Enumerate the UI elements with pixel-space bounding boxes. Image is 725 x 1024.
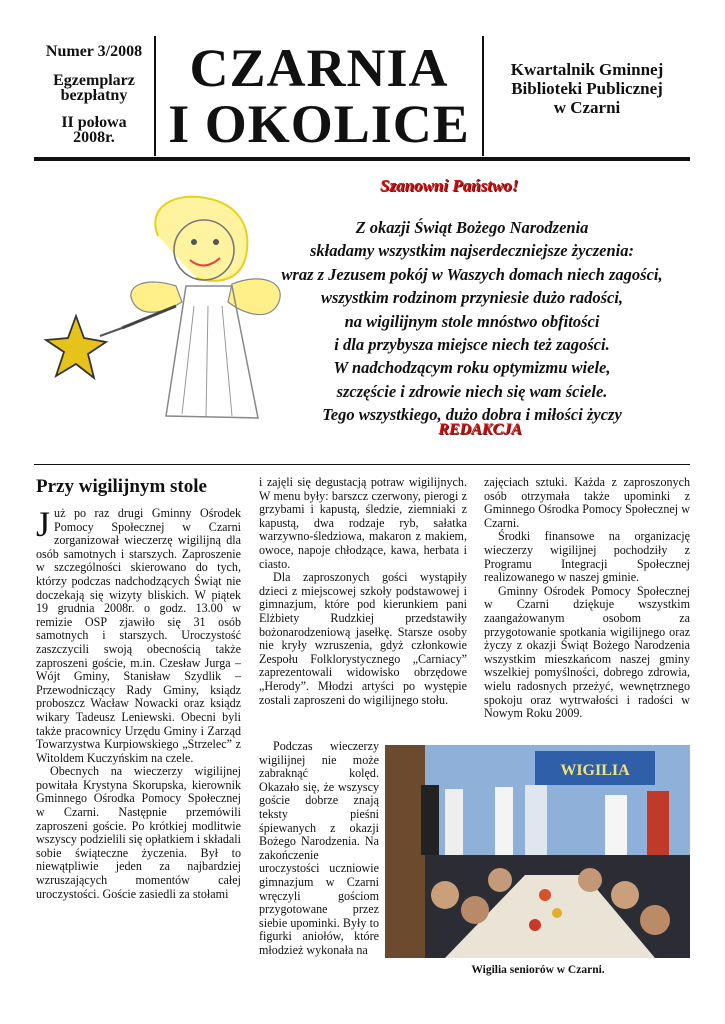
greeting-line: i dla przybysza miejsce niech też zagości. — [334, 335, 610, 355]
section-rule — [34, 464, 690, 465]
article-paragraph: Środki finansowe na organizację wieczerzy wigilijnej pochodziły z Programu Integracji Społecznej realizowanego w naszej gminie. — [484, 529, 690, 585]
greeting-line: Z okazji Świąt Bożego Narodzenia — [355, 218, 589, 237]
greeting-poem — [240, 216, 704, 427]
article-column-3 — [484, 476, 690, 721]
free-copy-note: Egzemplarz bezpłatny — [53, 72, 135, 104]
masthead — [34, 32, 690, 160]
drop-cap: J — [36, 504, 51, 544]
greeting-heading: Szanowni Państwo! — [380, 176, 519, 195]
issue-number: Numer 3/2008 — [45, 43, 143, 60]
photo-scene — [385, 745, 690, 958]
article-column-2-continued: Podczas wieczerzy wigilijnej nie może zabraknąć kolęd. Okazało się, że wszyscy goście dobrze znają teksty pieśni śpiewanych z okazji Bożego Narodzenia. Na zakończenie uroczystości uczniowie gimnazjum w Czarni wręczyli gościom przygotowane przez siebie upominki. Były to figurki aniołów, które młodzież wykonała na — [259, 739, 379, 957]
article-paragraph: Gminny Ośrodek Pomocy Społecznej w Czarni dziękuje wszystkim zaangażowanym osobom za przygotowanie spotkania wigilijnego oraz życzy z okazji Świąt Bożego Narodzenia wszystkim mieszkańcom naszej gminy wszelkiej pomyślności, dobrego zdrowia, wielu radosnych przeżyć, wewnętrznego spokoju oraz wytrwałości i radości w Nowym Roku 2009. — [484, 583, 690, 721]
greeting-line: Tego wszystkiego, dużo dobra i miłości życzy — [322, 405, 622, 425]
article-paragraph: zajęciach sztuki. Każda z zaproszonych osób otrzymała także upominki z Gminnego Ośrodka Pomocy Społecznej w Czarni. — [484, 475, 690, 530]
greeting-line: W nadchodzącym roku optymizmu wiele, — [333, 358, 611, 378]
greeting-line: wraz z Jezusem pokój w Waszych domach niech zagości, — [281, 264, 663, 284]
article-column-2 — [259, 476, 467, 707]
article-paragraph: Już po raz drugi Gminny Ośrodek Pomocy Społecznej w Czarni zorganizował wieczerzę wigilijną dla osób samotnych i starszych. Zaproszenie w szczególności skierowano do tych, którzy podczas nadchodzących Świąt nie doczekają się wizyty bliskich. W piątek 19 grudnia 2008r. o godz. 13.00 w remizie OSP zjawiło się 31 osób samotnych i starszych. Uroczystość zaszczycili swoją obecnością także zaproszeni goście, m.in. Czesław Jurga – Wójt Gminy, Stanisław Szydlik – Przewodniczący Rady Gminy, ksiądz proboszcz Wacław Nowacki oraz ksiądz wikary Tadeusz Leniewski. Obecni byli także pracownicy Urzędu Gminy i Zarząd Towarzystwa Kurpiowskiego „Strzelec” z Witoldem Kuczyńskim na czele. — [36, 504, 241, 765]
newspaper-title: CZARNIA I OKOLICE — [168, 38, 470, 154]
article-paragraph: Dla zaproszonych gości wystąpiły dzieci z miejscowej szkoły podstawowej i gimnazjum, które pod kierunkiem pani Elżbiety Rudzkiej przedstawiły bożonarodzeniową jasełkę. Starsze osoby nie kryły wzruszenia, gdyż członkowie Zespołu Folklorystycznego „Carniacy” zaprezentowali widowisko obrzędowe „Herody”. Młodzi artyści po występie zostali zaproszeni do wigilijnego stołu. — [259, 570, 467, 707]
photo-banner-text: WIGILIA — [560, 762, 630, 779]
article-paragraph: i zajęli się degustacją potraw wigilijnych. W menu były: barszcz czerwony, pierogi z grzybami i kapustą, śledzie, ziemniaki z kapustą, dwa rodzaje ryb, sałatka warzywno-śledziowa, makaron z makiem, owoce, napoje chłodzące, kawa, herbata i ciasto. — [259, 475, 467, 571]
article-paragraph: Obecnych na wieczerzy wigilijnej powitała Krystyna Skorupska, kierownik Gminnego Ośrodka Pomocy Społecznej w Czarni. Następnie przemówili zaproszeni goście. Po krótkiej modlitwie wszyscy podzielili się opłatkiem i składali sobie świąteczne życzenia. Był to niewątpliwie jeden za najbardziej wzruszających momentów całej uroczystości. Goście zasiedli za stołami — [36, 764, 241, 901]
publisher-info: Kwartalnik Gminnej Biblioteki Publicznej w Czarni — [510, 60, 664, 117]
article-photo — [385, 745, 690, 958]
greeting-signature: REDAKCJA — [438, 421, 522, 438]
masthead-rule — [34, 157, 690, 161]
issue-period: II połowa 2008r. — [61, 114, 127, 146]
greeting-line: składamy wszystkim najserdeczniejsze życzenia: — [309, 241, 635, 261]
greeting-line: na wigilijnym stole mnóstwo obfitości — [344, 311, 600, 331]
article-column-1 — [36, 504, 241, 901]
greeting-line: szczęście i zdrowie niech się wam ściele. — [336, 381, 608, 401]
article-title: Przy wigilijnym stole — [36, 476, 207, 497]
greeting-line: wszystkim rodzinom przyniesie dużo radości, — [320, 288, 624, 308]
photo-caption: Wigilia seniorów w Czarni. — [471, 964, 605, 976]
issue-info — [34, 44, 154, 145]
